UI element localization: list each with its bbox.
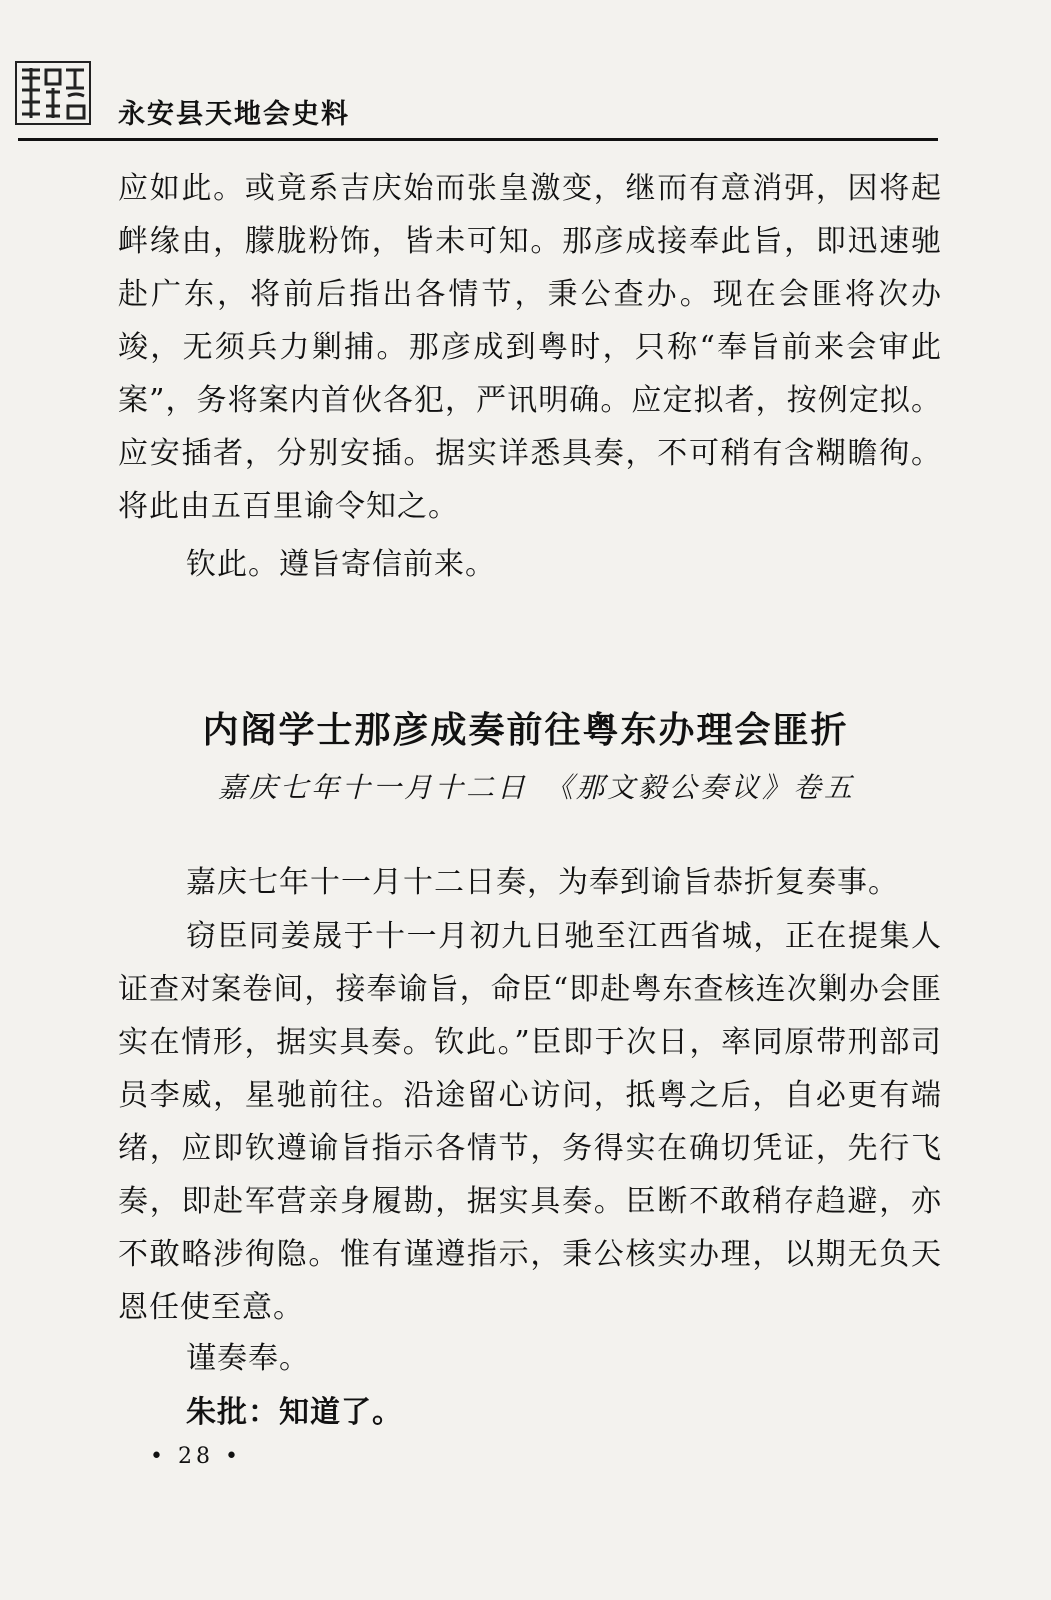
body-paragraph: 钦此。遵旨寄信前来。	[186, 547, 496, 582]
page-number: • 28 •	[150, 1444, 242, 1469]
header-rule	[18, 138, 938, 141]
section-paragraph: 窃臣同姜晟于十一月初九日驰至江西省城，正在提集人证查对案卷间，接奉谕旨，命臣“即赴粤东查核连次剿办会匪实在情形，据实具奏。钦此。”臣即于次日，率同原带刑部司员李威，星驰前往。沿途留心访问，抵粤之后，自必更有端绪，应即钦遵谕旨指示各情节，务得实在确切凭证，先行飞奏，即赴军营亲身履勘，据实具奏。臣断不敢稍存趋避，亦不敢略涉徇隐。惟有谨遵指示，秉公核实办理，以期无负天恩任使至意。	[118, 919, 942, 1325]
imperial-rescript: 朱批：知道了。	[186, 1395, 403, 1430]
body-paragraph: 应如此。或竟系吉庆始而张皇激变，继而有意消弭，因将起衅缘由，朦胧粉饰，皆未可知。那彦成接奉此旨，即迅速驰赴广东，将前后指出各情节，秉公查办。现在会匪将次办竣，无须兵力剿捕。那彦成到粤时，只称“奉旨前来会审此案”，务将案内首伙各犯，严讯明确。应定拟者，按例定拟。应安插者，分别安插。据实详悉具奏，不可稍有含糊瞻徇。将此由五百里谕令知之。	[118, 171, 942, 524]
section-paragraph: 嘉庆七年十一月十二日奏，为奉到谕旨恭折复奏事。	[186, 865, 899, 900]
section-title: 内阁学士那彦成奏前往粤东办理会匪折	[202, 710, 849, 751]
seal-stamp-icon	[14, 60, 92, 126]
running-title: 永安县天地会史料	[118, 99, 350, 130]
section-paragraph: 谨奏奉。	[186, 1341, 310, 1376]
section-subtitle: 嘉庆七年十一月十二日 《那文毅公奏议》卷五	[218, 771, 856, 804]
